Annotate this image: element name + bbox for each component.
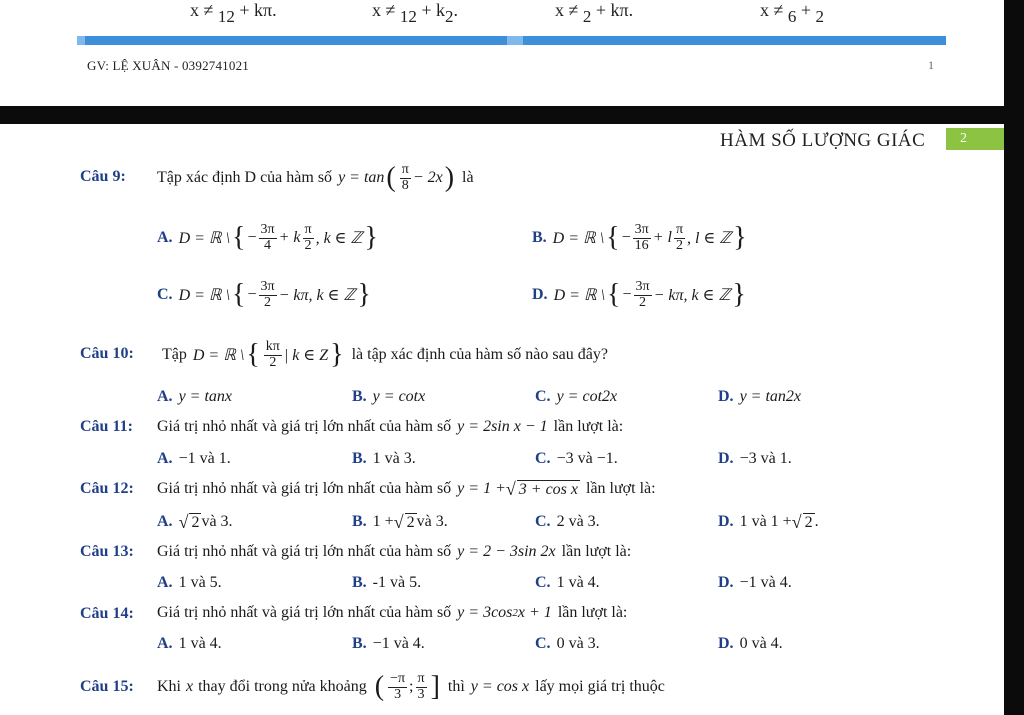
question-label: Câu 13:: [80, 543, 134, 560]
question-text: Giá trị nhỏ nhất và giá trị lớn nhất của hàm số y = 3cos 2 x + 1 lần lượt là:: [157, 604, 628, 621]
prev-option-d: x ≠ $_6$ + $_2$: [760, 0, 825, 22]
math-expression: y = 2sin x − 1: [457, 418, 548, 435]
option-c[interactable]: C. 0 và 3.: [535, 635, 600, 652]
sqrt-symbol: √: [791, 511, 802, 532]
option-d[interactable]: D. −3 và 1.: [718, 450, 792, 467]
footer-rule: [77, 36, 946, 45]
sqrt-symbol: √: [393, 511, 404, 532]
option-a[interactable]: A. 1 và 5.: [157, 574, 222, 591]
brace-close: }: [733, 222, 747, 253]
prev-option-c: x ≠ $_2$ + kπ.: [555, 0, 634, 22]
brace-open: {: [606, 222, 620, 253]
math-expression: ( $\frac{-\pi}{3}$ ; $\frac{\pi}{3}$ ]: [374, 670, 440, 702]
brace-open: {: [232, 222, 246, 253]
brace-close: }: [357, 279, 371, 310]
math-expression: y = 1 + √ 3 + cos x: [457, 478, 578, 499]
sqrt-symbol: √: [505, 478, 516, 499]
chapter-badge: 2: [946, 128, 1004, 150]
paren-open: (: [386, 162, 396, 193]
fraction: $\frac{\pi}{3}$: [417, 670, 425, 702]
brace-close: }: [364, 222, 378, 253]
option-a[interactable]: A. y = tanx: [157, 388, 233, 405]
question-text: Khi x thay đổi trong nửa khoảng ( $\frac{-\pi}{3}$ ; $\frac{\pi}{3}$ ] thì y = cos x lấy mọi giá trị thuộc: [157, 670, 665, 702]
option-d[interactable]: D. 0 và 4.: [718, 635, 783, 652]
fraction: $\frac{3\pi}{4}$: [260, 221, 275, 253]
option-b[interactable]: B. −1 và 4.: [352, 635, 425, 652]
math-expression: y = 2 − 3sin 2x: [457, 543, 556, 560]
option-c[interactable]: C. y = cot2x: [535, 388, 618, 405]
question-label: Câu 15:: [80, 678, 134, 695]
math-expression: y = 3cos 2 x + 1: [457, 604, 552, 621]
question-label: Câu 9:: [80, 168, 126, 185]
option-d[interactable]: D. −1 và 4.: [718, 574, 792, 591]
paren-open: (: [374, 671, 385, 702]
fraction: $\frac{3\pi}{2}$: [635, 278, 650, 310]
option-d[interactable]: D. y = tan2x: [718, 388, 802, 405]
option-b[interactable]: B. 1 + √ 2 và 3.: [352, 511, 448, 532]
fraction: $\frac{\pi}{8}$: [401, 161, 409, 193]
option-b[interactable]: B. y = cotx: [352, 388, 426, 405]
brace-open: {: [607, 279, 621, 310]
question-text: Giá trị nhỏ nhất và giá trị lớn nhất của hàm số y = 1 + √ 3 + cos x lần lượt là:: [157, 478, 656, 499]
brace-close: }: [330, 339, 344, 370]
option-c[interactable]: C. 2 và 3.: [535, 513, 600, 530]
question-label: Câu 12:: [80, 480, 134, 497]
bracket-close: ]: [430, 671, 440, 702]
question-text: Giá trị nhỏ nhất và giá trị lớn nhất của hàm số y = 2 − 3sin 2x lần lượt là:: [157, 543, 632, 560]
option-d[interactable]: D. 1 và 1 + √ 2 .: [718, 511, 819, 532]
fraction: $\frac{-\pi}{3}$: [390, 670, 406, 702]
option-c[interactable]: C. −3 và −1.: [535, 450, 618, 467]
option-a[interactable]: A. D = ℝ \ { − $\frac{3\pi}{4}$ + k $\frac{\pi}{2}$ , k ∈ ℤ }: [157, 221, 378, 253]
fraction: $\frac{\pi}{2}$: [304, 221, 312, 253]
option-c[interactable]: C. 1 và 4.: [535, 574, 600, 591]
option-d[interactable]: D. D = ℝ \ { − $\frac{3\pi}{2}$ − kπ, k ∈ ℤ }: [532, 278, 746, 310]
chapter-title: HÀM SỐ LƯỢNG GIÁC: [720, 130, 926, 151]
option-c[interactable]: C. D = ℝ \ { − $\frac{3\pi}{2}$ − kπ, k ∈ ℤ }: [157, 278, 371, 310]
brace-close: }: [732, 279, 746, 310]
fraction: $\frac{3\pi}{2}$: [260, 278, 275, 310]
fraction: $\frac{k\pi}{2}$: [265, 338, 280, 370]
footer-author: GV: LỆ XUÂN - 0392741021: [87, 58, 249, 73]
option-a[interactable]: A. 1 và 4.: [157, 635, 222, 652]
option-b[interactable]: B. D = ℝ \ { − $\frac{3\pi}{16}$ + l $\frac{\pi}{2}$ , l ∈ ℤ }: [532, 221, 747, 253]
footer-rule-segment: [77, 36, 85, 45]
brace-open: {: [232, 279, 246, 310]
math-expression: y = tan ( $\frac{\pi}{8}$ − 2x ): [338, 161, 455, 193]
question-text: Tập xác định D của hàm số y = tan ( $\frac{\pi}{8}$ − 2x ) là: [157, 161, 474, 193]
fraction: $\frac{3\pi}{16}$: [634, 221, 649, 253]
option-a[interactable]: A. −1 và 1.: [157, 450, 231, 467]
fraction: $\frac{\pi}{2}$: [675, 221, 684, 253]
option-b[interactable]: B. 1 và 3.: [352, 450, 416, 467]
paren-close: ): [444, 162, 455, 193]
sqrt-symbol: √: [178, 511, 189, 532]
question-label: Câu 14:: [80, 605, 134, 622]
option-a[interactable]: A. √ 2 và 3.: [157, 511, 233, 532]
question-text: Tập D = ℝ \ { $\frac{k\pi}{2}$ | k ∈ Z } là tập xác định của hàm số nào sau đây?: [162, 338, 608, 370]
footer-rule-segment: [507, 36, 523, 45]
prev-option-b: $x \ne _{12} + k_2$.: [372, 0, 459, 22]
math-expression: D = ℝ \ { $\frac{k\pi}{2}$ | k ∈ Z }: [192, 338, 344, 370]
brace-open: {: [246, 339, 260, 370]
option-b[interactable]: B. -1 và 5.: [352, 574, 422, 591]
question-label: Câu 10:: [80, 345, 134, 362]
question-label: Câu 11:: [80, 418, 133, 435]
footer-page-number: 1: [928, 58, 934, 72]
prev-option-a: x ≠ $_{12}$ + kπ.: [190, 0, 277, 22]
previous-page: [0, 0, 1004, 106]
question-text: Giá trị nhỏ nhất và giá trị lớn nhất của hàm số y = 2sin x − 1 lần lượt là:: [157, 418, 624, 435]
